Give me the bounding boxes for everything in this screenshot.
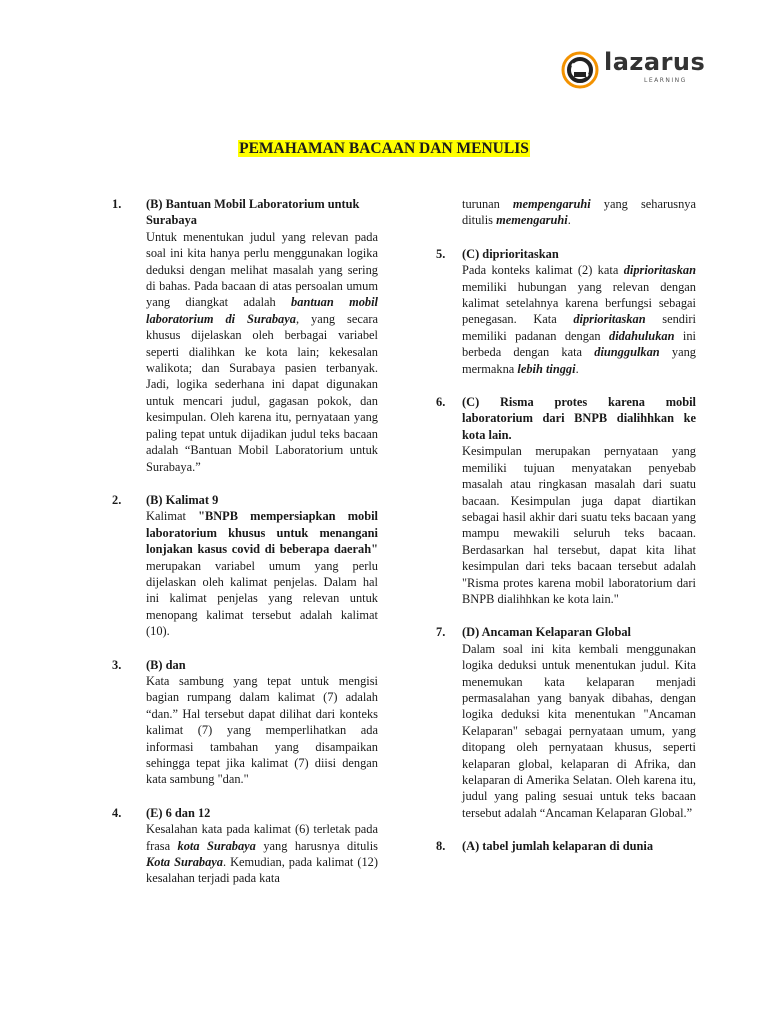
- answer-explanation: Pada konteks kalimat (2) kata diprioritaskan memiliki hubungan yang relevan dengan kalimat setelahnya karena berfungsi sebagai penegasan. Kata diprioritaskan sendiri memiliki padanan dengan didahulukan ini berbeda dengan kata diunggulkan yang mermakna lebih tinggi.: [462, 263, 696, 376]
- answer-explanation: Kesimpulan merupakan pernyataan yang memiliki tujuan menyatakan penyebab masalah atau ringkasan masalah dari suatu bacaan. Kesimpulan juga dapat diartikan sebagai hasil akhir dari suatu teks bacaan yang mampu mewakili seluruh teks bacaan. Berdasarkan hal tersebut, dapat kita lihat kesimpulan dari teks bacaan tersebut adalah "Risma protes karena mobil laboratorium dari BNPB dialihhkan ke kota lain.": [462, 444, 696, 606]
- answer-explanation: Kata sambung yang tepat untuk mengisi bagian rumpang dalam kalimat (7) adalah “dan.” Hal tersebut dapat dilihat dari konteks kalimat (7) yang memperlihatkan ada informasi tambahan yang disampaikan sehingga tepat jika kalimat (7) diisi dengan kata sambung "dan.": [146, 673, 378, 787]
- answer-4-continuation: turunan mempengaruhi yang seharusnya ditulis memengaruhi.: [462, 197, 696, 228]
- answer-heading: (C) Risma protes karena mobil laboratorium dari BNPB dialihhkan ke kota lain.: [462, 395, 696, 442]
- answer-heading: (B) Kalimat 9: [146, 492, 219, 507]
- answer-item-2: 2. (B) Kalimat 9 Kalimat "BNPB mempersiapkan mobil laboratorium khusus untuk menangani lonjakan kasus covid di beberapa daerah" merupakan variabel umum yang perlu dijelaskan oleh kalimat penjelas. Dalam hal ini kalimat penjelas yang relevan untuk menopang kalimat tersebut adalah kalimat (10).: [112, 492, 378, 639]
- answer-heading: (B) dan: [146, 657, 186, 672]
- answer-item-4: 4. (E) 6 dan 12 Kesalahan kata pada kalimat (6) terletak pada frasa kota Surabaya yang harusnya ditulis Kota Surabaya. Kemudian, pada kalimat (12) kesalahan terjadi pada kata: [112, 805, 378, 886]
- answer-explanation: Kalimat "BNPB mempersiapkan mobil laboratorium khusus untuk menangani lonjakan kasus covid di beberapa daerah" merupakan variabel umum yang perlu dijelaskan oleh kalimat penjelas. Dalam hal ini kalimat penjelas yang relevan untuk menopang kalimat tersebut adalah kalimat (10).: [146, 509, 378, 639]
- answer-heading: (D) Ancaman Kelaparan Global: [462, 625, 632, 640]
- logo-name: lazarus: [604, 48, 706, 76]
- lazarus-logo: [560, 44, 706, 96]
- answer-item-5: 5. (C) diprioritaskan Pada konteks kalimat (2) kata diprioritaskan memiliki hubungan yang relevan dengan kalimat setelahnya karena berfungsi sebagai penegasan. Kata diprioritaskan sendiri memiliki padanan dengan didahulukan ini berbeda dengan kata diunggulkan yang mermakna lebih tinggi.: [436, 246, 696, 376]
- answer-heading: (E) 6 dan 12: [146, 805, 211, 820]
- page-title: PEMAHAMAN BACAAN DAN MENULIS: [239, 140, 529, 157]
- lazarus-emblem-icon: [560, 50, 600, 90]
- answer-explanation: Kesalahan kata pada kalimat (6) terletak pada frasa kota Surabaya yang harusnya ditulis Kota Surabaya. Kemudian, pada kalimat (12) kesalahan terjadi pada kata: [146, 822, 378, 886]
- left-column: [112, 196, 378, 904]
- answer-heading: (C) diprioritaskan: [462, 246, 559, 261]
- answer-heading: (B) Bantuan Mobil Laboratorium untuk Surabaya: [146, 197, 360, 228]
- answer-explanation: Untuk menentukan judul yang relevan pada soal ini kita hanya perlu menggunakan logika deduksi dengan melihat masalah yang sering di bahas. Pada bacaan di atas persoalan umum yang diangkat adalah bantuan mobil laboratorium di Surabaya, yang secara khusus dijelaskan oleh berbagai variabel seperti dialihkan ke kota lain; kekesalan walikota; dan Surabaya pasien terbanyak. Jadi, logika sederhana ini dapat digunakan untuk mencari judul, gagasan pokok, dan kesimpulan. Oleh karena itu, pernyataan yang paling tepat untuk dijadikan judul teks bacaan adalah “Bantuan Mobil Laboratorium untuk Surabaya.”: [146, 229, 378, 474]
- answer-item-1: 1. (B) Bantuan Mobil Laboratorium untuk Surabaya Untuk menentukan judul yang relevan pada soal ini kita hanya perlu menggunakan logika deduksi dengan melihat masalah yang sering di bahas. Pada bacaan di atas persoalan umum yang diangkat adalah bantuan mobil laboratorium di Surabaya, yang secara khusus dijelaskan oleh berbagai variabel seperti dialihkan ke kota lain; kekesalan walikota; dan Surabaya pasien terbanyak. Jadi, logika sederhana ini dapat digunakan untuk mencari judul, gagasan pokok, dan kesimpulan. Oleh karena itu, pernyataan yang paling tepat untuk dijadikan judul teks bacaan adalah “Bantuan Mobil Laboratorium untuk Surabaya.”: [112, 197, 378, 474]
- answer-item-7: 7. (D) Ancaman Kelaparan Global Dalam soal ini kita kembali menggunakan logika deduksi untuk menentukan judul. Kita menemukan kata kelaparan menjadi permasalahan yang banyak dibahas, dengan logika deduksi kita menentukan "Ancaman Kelaparan" sebagai pernyataan umum, yang ditopang oleh pernyataan khusus, seperti kelaparan global, kelaparan di Afrika, dan kelaparan di Amerika Selatan. Oleh karena itu, judul yang paling sesuai untuk teks bacaan tersebut adalah “Ancaman Kelaparan Global.”: [436, 625, 696, 820]
- right-column: [436, 196, 696, 872]
- answer-item-3: 3. (B) dan Kata sambung yang tepat untuk mengisi bagian rumpang dalam kalimat (7) adalah “dan.” Hal tersebut dapat dilihat dari konteks kalimat (7) yang memperlihatkan ada informasi tambahan yang disampaikan sehingga tepat jika kalimat (7) diisi dengan kata sambung "dan.": [112, 657, 378, 787]
- answer-heading: (A) tabel jumlah kelaparan di dunia: [462, 839, 654, 854]
- answer-item-8: 8. (A) tabel jumlah kelaparan di dunia: [436, 838, 696, 854]
- logo-subtitle: LEARNING: [644, 77, 687, 84]
- answer-explanation: Dalam soal ini kita kembali menggunakan logika deduksi untuk menentukan judul. Kita menemukan kata kelaparan menjadi permasalahan yang banyak dibahas, dengan logika deduksi kita menentukan "Ancaman Kelaparan" sebagai pernyataan umum, yang ditopang oleh pernyataan khusus, seperti kelaparan global, kelaparan di Afrika, dan kelaparan di Amerika Selatan. Oleh karena itu, judul yang paling sesuai untuk teks bacaan tersebut adalah “Ancaman Kelaparan Global.”: [462, 641, 696, 820]
- answer-item-6: 6. (C) Risma protes karena mobil laboratorium dari BNPB dialihhkan ke kota lain. Kesimpulan merupakan pernyataan yang memiliki tujuan menyatakan penyebab masalah atau ringkasan masalah dari suatu bacaan. Kesimpulan juga dapat diartikan sebagai hasil akhir dari suatu teks bacaan yang mampu mewakili seluruh teks bacaan. Berdasarkan hal tersebut, dapat kita lihat kesimpulan dari teks bacaan tersebut adalah "Risma protes karena mobil laboratorium dari BNPB dialihhkan ke kota lain.": [436, 395, 696, 606]
